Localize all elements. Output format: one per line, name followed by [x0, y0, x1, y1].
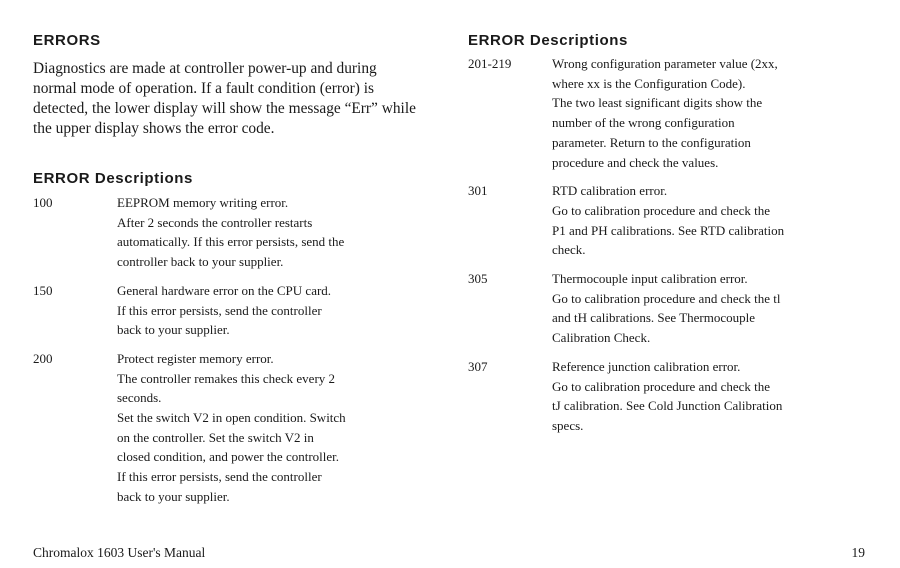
description-line: RTD calibration error.: [552, 183, 668, 199]
error-descriptions-heading-right: ERROR Descriptions: [468, 32, 628, 49]
description-line: General hardware error on the CPU card.: [117, 282, 332, 298]
error-code: 100: [33, 195, 53, 210]
right-column: [468, 30, 868, 445]
description-line: automatically. If this error persists, send the: [117, 234, 345, 250]
error-descriptions-heading-left: ERROR Descriptions: [33, 170, 193, 187]
description-line: If this error persists, send the controller: [117, 469, 322, 485]
error-entry-307: [468, 357, 868, 436]
description-line: The two least significant digits show the: [552, 95, 763, 111]
description-line: Calibration Check.: [552, 330, 651, 346]
description-line: and tH calibrations. See Thermocouple: [552, 310, 756, 326]
description-line: parameter. Return to the configuration: [552, 134, 751, 150]
page-number: 19: [851, 545, 865, 560]
description-line: check.: [552, 242, 586, 258]
description-line: Thermocouple input calibration error.: [552, 271, 748, 287]
description-line: controller back to your supplier.: [117, 254, 284, 270]
error-entry-100: [33, 193, 425, 272]
description-line: Set the switch V2 in open condition. Switch: [117, 410, 346, 426]
errors-intro-paragraph: Diagnostics are made at controller power-up and during normal mode of operation. If a fault condition (error) is detected, the lower display will show the message “Err” while the upper display shows the error code.: [33, 60, 416, 137]
description-line: Reference junction calibration error.: [552, 358, 741, 374]
description-line: back to your supplier.: [117, 488, 230, 504]
description-line: closed condition, and power the controller.: [117, 449, 340, 465]
error-code: 200: [33, 350, 53, 366]
error-code: 301: [468, 183, 488, 199]
errors-heading: ERRORS: [33, 32, 101, 49]
description-line: Go to calibration procedure and check the: [552, 378, 771, 394]
error-code: 150: [33, 282, 53, 298]
left-column: [33, 30, 425, 516]
manual-title-footer: Chromalox 1603 User's Manual: [33, 545, 206, 560]
error-entry-301: [468, 181, 868, 260]
description-line: EEPROM memory writing error.: [117, 195, 289, 210]
description-line: seconds.: [117, 390, 162, 406]
error-description: [552, 269, 868, 348]
error-description: [117, 281, 425, 340]
error-description: [552, 54, 868, 172]
error-description: [117, 193, 425, 272]
description-line: If this error persists, send the controller: [117, 302, 322, 318]
description-line: Protect register memory error.: [117, 350, 274, 366]
description-line: Go to calibration procedure and check the tl: [552, 290, 781, 306]
error-entry-305: [468, 269, 868, 348]
error-code: 305: [468, 271, 488, 287]
error-entry-201-219: [468, 54, 868, 172]
description-line: back to your supplier.: [117, 322, 230, 338]
error-code: 201-219: [468, 56, 512, 71]
error-description: [117, 349, 425, 507]
description-line: on the controller. Set the switch V2 in: [117, 429, 314, 445]
description-line: The controller remakes this check every 2: [117, 370, 336, 386]
error-table-right: [468, 54, 868, 436]
error-description: [552, 357, 868, 436]
description-line: After 2 seconds the controller restarts: [117, 214, 313, 230]
description-line: tJ calibration. See Cold Junction Calibration: [552, 398, 783, 414]
description-line: Wrong configuration parameter value (2xx,: [552, 56, 778, 71]
description-line: procedure and check the values.: [552, 154, 719, 170]
error-entry-150: [33, 281, 425, 340]
description-line: specs.: [552, 417, 584, 433]
description-line: number of the wrong configuration: [552, 115, 735, 131]
error-table-left: [33, 193, 425, 507]
error-description: [552, 181, 868, 260]
error-code: 307: [468, 358, 488, 374]
error-entry-200: [33, 349, 425, 507]
description-line: Go to calibration procedure and check the: [552, 202, 771, 218]
description-line: P1 and PH calibrations. See RTD calibration: [552, 222, 785, 238]
description-line: where xx is the Configuration Code).: [552, 75, 746, 91]
